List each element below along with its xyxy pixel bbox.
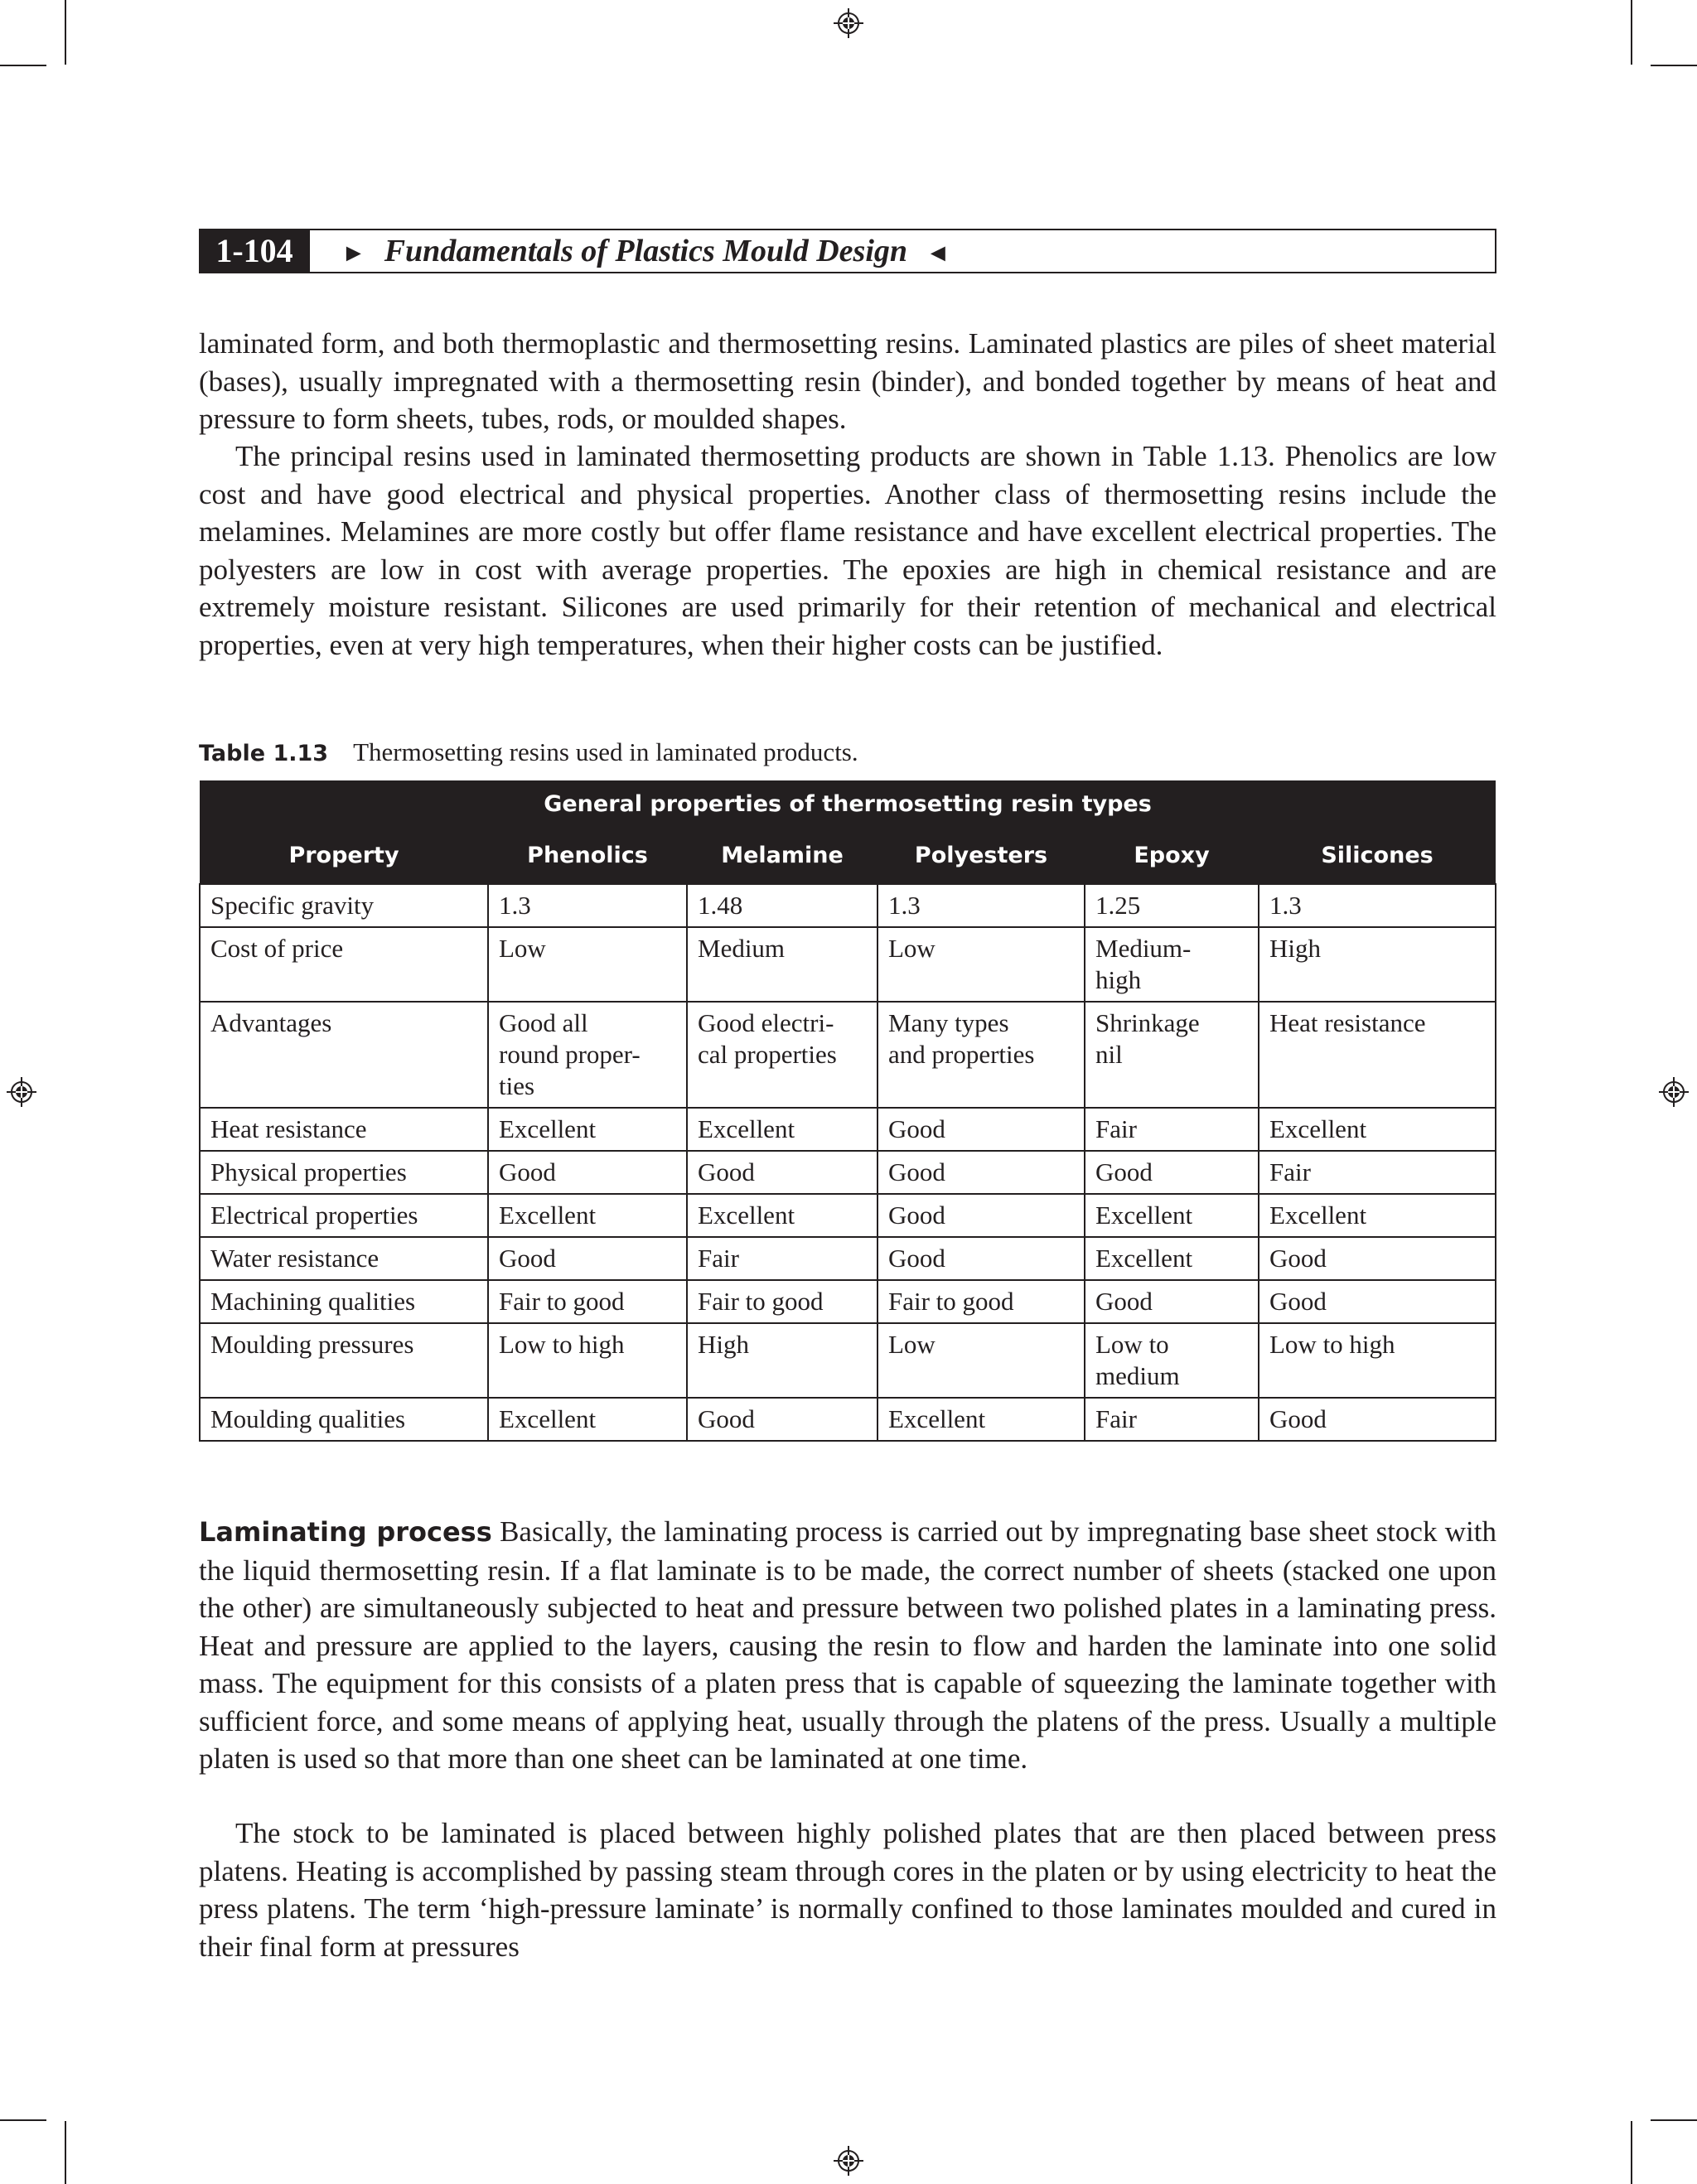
table-cell: Good <box>878 1194 1085 1237</box>
table-cell: Excellent <box>687 1108 878 1151</box>
table-cell: 1.25 <box>1085 884 1259 927</box>
table-cell: Excellent <box>687 1194 878 1237</box>
table-row <box>200 1280 1496 1323</box>
paragraph-laminating-text: Basically, the laminating process is carried out by impregnating base sheet stock with the liquid thermosetting resin. If a flat laminate is to be made, the correct number of sheets (stacked one upon the other) are simultaneously subjected to heat and pressure between two polished plates in a laminating press. Heat and pressure are applied to the layers, causing the resin to flow and harden the laminate into one solid mass. The equipment for this consists of a platen press that is capable of squeezing the laminate together with sufficient force, and some means of applying heat, usually through the platens of the press. Usually a multiple platen is used so that more than one sheet can be laminated at one time. <box>199 1515 1496 1775</box>
column-header: Phenolics <box>488 829 687 884</box>
property-name-cell: Moulding pressures <box>200 1323 488 1398</box>
table-cell: Low to medium <box>1085 1323 1259 1398</box>
crop-mark-bottom-right-v <box>1631 2121 1632 2184</box>
table-cell: Good <box>878 1237 1085 1280</box>
table-row <box>200 1323 1496 1398</box>
table-cell: Good <box>878 1151 1085 1194</box>
property-name-cell: Specific gravity <box>200 884 488 927</box>
table-cell: Low to high <box>488 1323 687 1398</box>
table-cell: Fair <box>1085 1108 1259 1151</box>
table-cell: Excellent <box>1085 1194 1259 1237</box>
table-row <box>200 1108 1496 1151</box>
column-header: Melamine <box>687 829 878 884</box>
table-cell: Good <box>1085 1151 1259 1194</box>
property-name-cell: Heat resistance <box>200 1108 488 1151</box>
table-cell: 1.3 <box>1259 884 1496 927</box>
column-header: Silicones <box>1259 829 1496 884</box>
table-cell: Excellent <box>488 1398 687 1441</box>
property-name-cell: Advantages <box>200 1002 488 1108</box>
property-name-cell: Machining qualities <box>200 1280 488 1323</box>
table-cell: Good <box>1085 1280 1259 1323</box>
table-cell: Good <box>488 1237 687 1280</box>
right-arrow-icon: ◄ <box>926 239 950 267</box>
table-row <box>200 1002 1496 1108</box>
table-cell: 1.3 <box>878 884 1085 927</box>
left-arrow-icon: ► <box>341 239 366 267</box>
table-row <box>200 1151 1496 1194</box>
table-cell: Good <box>878 1108 1085 1151</box>
crop-mark-bottom-left-v <box>65 2121 66 2184</box>
property-name-cell: Electrical properties <box>200 1194 488 1237</box>
property-name-cell: Physical properties <box>200 1151 488 1194</box>
table-cell: Low <box>488 927 687 1002</box>
table-cell: Good <box>1259 1237 1496 1280</box>
property-name-cell: Moulding qualities <box>200 1398 488 1441</box>
table-row <box>200 1194 1496 1237</box>
table-cell: Shrinkage nil <box>1085 1002 1259 1108</box>
registration-mark-icon <box>1657 1075 1690 1109</box>
paragraph-intro: laminated form, and both thermoplastic and thermosetting resins. Laminated plastics are piles of sheet material (bases), usually impregnated with a thermosetting resin (binder), and bonded together by means of heat and pressure to form sheets, tubes, rods, or moulded shapes. <box>199 327 1496 435</box>
column-header: Epoxy <box>1085 829 1259 884</box>
registration-mark-icon <box>5 1075 38 1109</box>
table-cell: Good <box>1259 1398 1496 1441</box>
table-row <box>200 1398 1496 1441</box>
table-cell: Good electri- cal properties <box>687 1002 878 1108</box>
table-cell: Fair to good <box>488 1280 687 1323</box>
table-cell: Excellent <box>1259 1194 1496 1237</box>
table-cell: Fair <box>1259 1151 1496 1194</box>
table-caption-text: Thermosetting resins used in laminated products. <box>353 737 858 766</box>
table-cell: Excellent <box>1259 1108 1496 1151</box>
table-cell: Medium- high <box>1085 927 1259 1002</box>
table-cell: Good <box>687 1398 878 1441</box>
table-cell: Medium <box>687 927 878 1002</box>
table-cell: Excellent <box>1085 1237 1259 1280</box>
table-cell: Excellent <box>488 1194 687 1237</box>
table-cell: Fair to good <box>687 1280 878 1323</box>
page-number: 1-104 <box>199 229 310 273</box>
table-cell: Fair to good <box>878 1280 1085 1323</box>
table-cell: Excellent <box>878 1398 1085 1441</box>
table-cell: 1.48 <box>687 884 878 927</box>
table-cell: Excellent <box>488 1108 687 1151</box>
table-cell: Low <box>878 927 1085 1002</box>
table-cell: High <box>687 1323 878 1398</box>
paragraph-laminating-process <box>199 1513 1496 1778</box>
table-cell: Low <box>878 1323 1085 1398</box>
table-cell: Good <box>1259 1280 1496 1323</box>
table-group-header: General properties of thermosetting resin types <box>200 780 1496 829</box>
book-title-line <box>341 230 950 272</box>
resin-properties-table <box>199 780 1496 1442</box>
registration-mark-icon <box>832 2144 865 2177</box>
crop-mark-top-right-h <box>1651 65 1697 66</box>
table-row <box>200 927 1496 1002</box>
crop-mark-bottom-left-h <box>0 2119 46 2121</box>
table-cell: Good all round proper- ties <box>488 1002 687 1108</box>
table-cell: Good <box>488 1151 687 1194</box>
crop-mark-top-left-h <box>0 65 46 66</box>
table-cell: Fair <box>1085 1398 1259 1441</box>
table-cell: Low to high <box>1259 1323 1496 1398</box>
table-cell: High <box>1259 927 1496 1002</box>
property-name-cell: Water resistance <box>200 1237 488 1280</box>
book-title: Fundamentals of Plastics Mould Design <box>384 234 908 268</box>
table-label: Table 1.13 <box>199 741 329 766</box>
section-run-in-heading: Laminating process <box>199 1516 492 1548</box>
property-name-cell: Cost of price <box>200 927 488 1002</box>
table-caption <box>199 736 858 771</box>
crop-mark-top-right-v <box>1631 0 1632 65</box>
table-cell: Many types and properties <box>878 1002 1085 1108</box>
table-row <box>200 884 1496 927</box>
paragraph-stock: The stock to be laminated is placed between highly polished plates that are then placed between press platens. Heating is accomplished by passing steam through cores in the platen or by using electricity to heat the press platens. The term ‘high-pressure laminate’ is normally confined to those laminates moulded and cured in their final form at pressures <box>199 1817 1496 1963</box>
table-cell: 1.3 <box>488 884 687 927</box>
column-header: Property <box>200 829 488 884</box>
paragraph-resins: The principal resins used in laminated thermosetting products are shown in Table 1.13. Phenolics are low cost and have good electrical and physical properties. Another class of thermosetting resins include the melamines. Melamines are more costly but offer flame resistance and have excellent electrical properties. The polyesters are low in cost with average properties. The epoxies are high in chemical resistance and are extremely moisture resistant. Silicones are used primarily for their retention of mechanical and electrical properties, even at very high temperatures, when their higher costs can be justified. <box>199 440 1496 661</box>
running-header <box>199 229 1496 273</box>
crop-mark-top-left-v <box>65 0 66 65</box>
table-row <box>200 1237 1496 1280</box>
table-cell: Heat resistance <box>1259 1002 1496 1108</box>
table-cell: Fair <box>687 1237 878 1280</box>
crop-mark-bottom-right-h <box>1651 2119 1697 2121</box>
table-cell: Good <box>687 1151 878 1194</box>
column-header: Polyesters <box>878 829 1085 884</box>
registration-mark-icon <box>832 7 865 40</box>
